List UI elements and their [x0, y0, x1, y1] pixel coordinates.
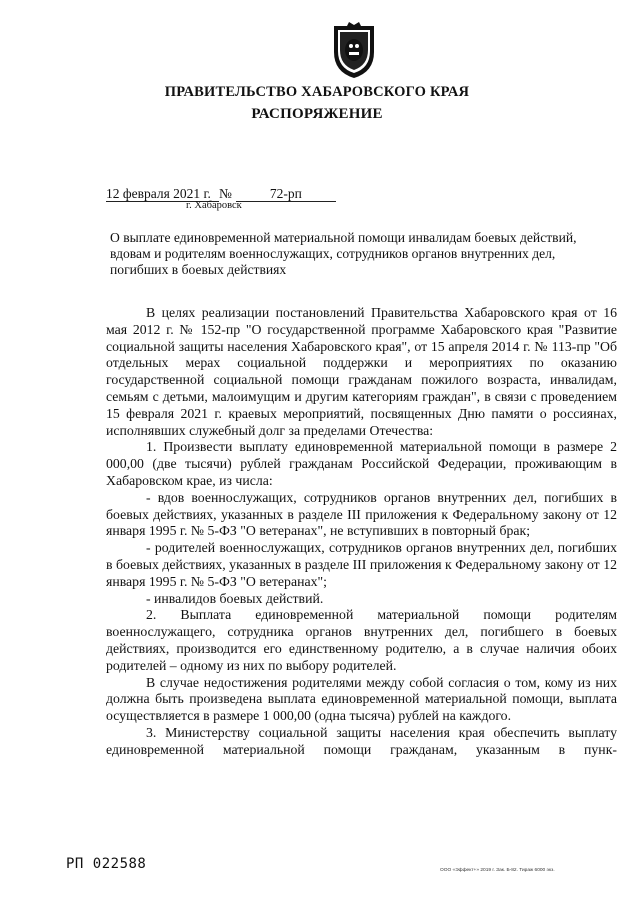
- item-1-widows: - вдов военнослужащих, сотрудников органов внутренних дел, погибших в боевых действиях, указанных в разделе III приложения к Федеральному закону от 12 января 1995 г. № 5-ФЗ "О ветеранах", не вступивших в повторный брак;: [106, 489, 617, 539]
- item-2: 2. Выплата единовременной материальной помощи родителям военнослужащего, сотрудника органов внутренних дел, погибшего в боевых действиях, производится его единственному родителю, а в случае наличия обоих родителей – одному из них по выбору родителей.: [106, 607, 617, 673]
- document-type: РАСПОРЯЖЕНИЕ: [251, 106, 383, 122]
- item-2-disagreement: В случае недостижения родителями между собой согласия о том, кому из них должна быть произведена выплата единовременной материальной помощи, выплата осуществляется в размере 1 000,00 (одна тысяча) рублей на каждого.: [106, 674, 617, 724]
- intro-paragraph: В целях реализации постановлений Правительства Хабаровского края от 16 мая 2012 г. № 152-пр "О государственной программе Хабаровского края "Развитие социальной защиты населения Хабаровского края", от 15 апреля 2014 г. № 113-пр "Об отдельных мерах социальной поддержки и мероприятиях по оказанию государственной социальной помощи гражданам пожилого возраста, инвалидам, семьям с детьми, малоимущим и другим категориям граждан", в связи с проведением 15 февраля 2021 г. краевых мероприятий, посвященных Дню памяти о россиянах, исполнявших служебный долг за пределами Отечества:: [106, 305, 617, 438]
- form-serial-number: РП 022588: [66, 856, 147, 872]
- item-3: 3. Министерству социальной защиты населения края обеспечить выплату единовременной материальной помощи гражданам, указанным в пунк-: [106, 724, 617, 757]
- number-sign: №: [219, 186, 232, 201]
- printer-imprint: ООО «Эффект+» 2019 г. Зак. Б-82. Тираж 6000 экз.: [440, 868, 555, 873]
- organization-title: ПРАВИТЕЛЬСТВО ХАБАРОВСКОГО КРАЯ: [164, 84, 470, 100]
- item-1-parents: - родителей военнослужащих, сотрудников органов внутренних дел, погибших в боевых действиях, указанных в разделе III приложения к Федеральному закону от 12 января 1995 г. № 5-ФЗ "О ветеранах";: [106, 540, 617, 589]
- khabarovsk-coat-of-arms-icon: [331, 22, 377, 80]
- item-1-invalids: - инвалидов боевых действий.: [146, 590, 324, 606]
- document-number: 72-рп: [236, 186, 336, 202]
- document-date: 12 февраля 2021 г.: [106, 186, 219, 202]
- document-body: [106, 305, 617, 759]
- subject: О выплате единовременной материальной помощи инвалидам боевых действий, вдовам и родителям военнослужащих, сотрудников органов внутренних дел, погибших в боевых действиях: [110, 230, 577, 277]
- city: г. Хабаровск: [186, 200, 242, 211]
- item-1: 1. Произвести выплату единовременной материальной помощи в размере 2 000,00 (две тысячи) рублей гражданам Российской Федерации, проживающим в Хабаровском крае, из числа:: [106, 439, 617, 488]
